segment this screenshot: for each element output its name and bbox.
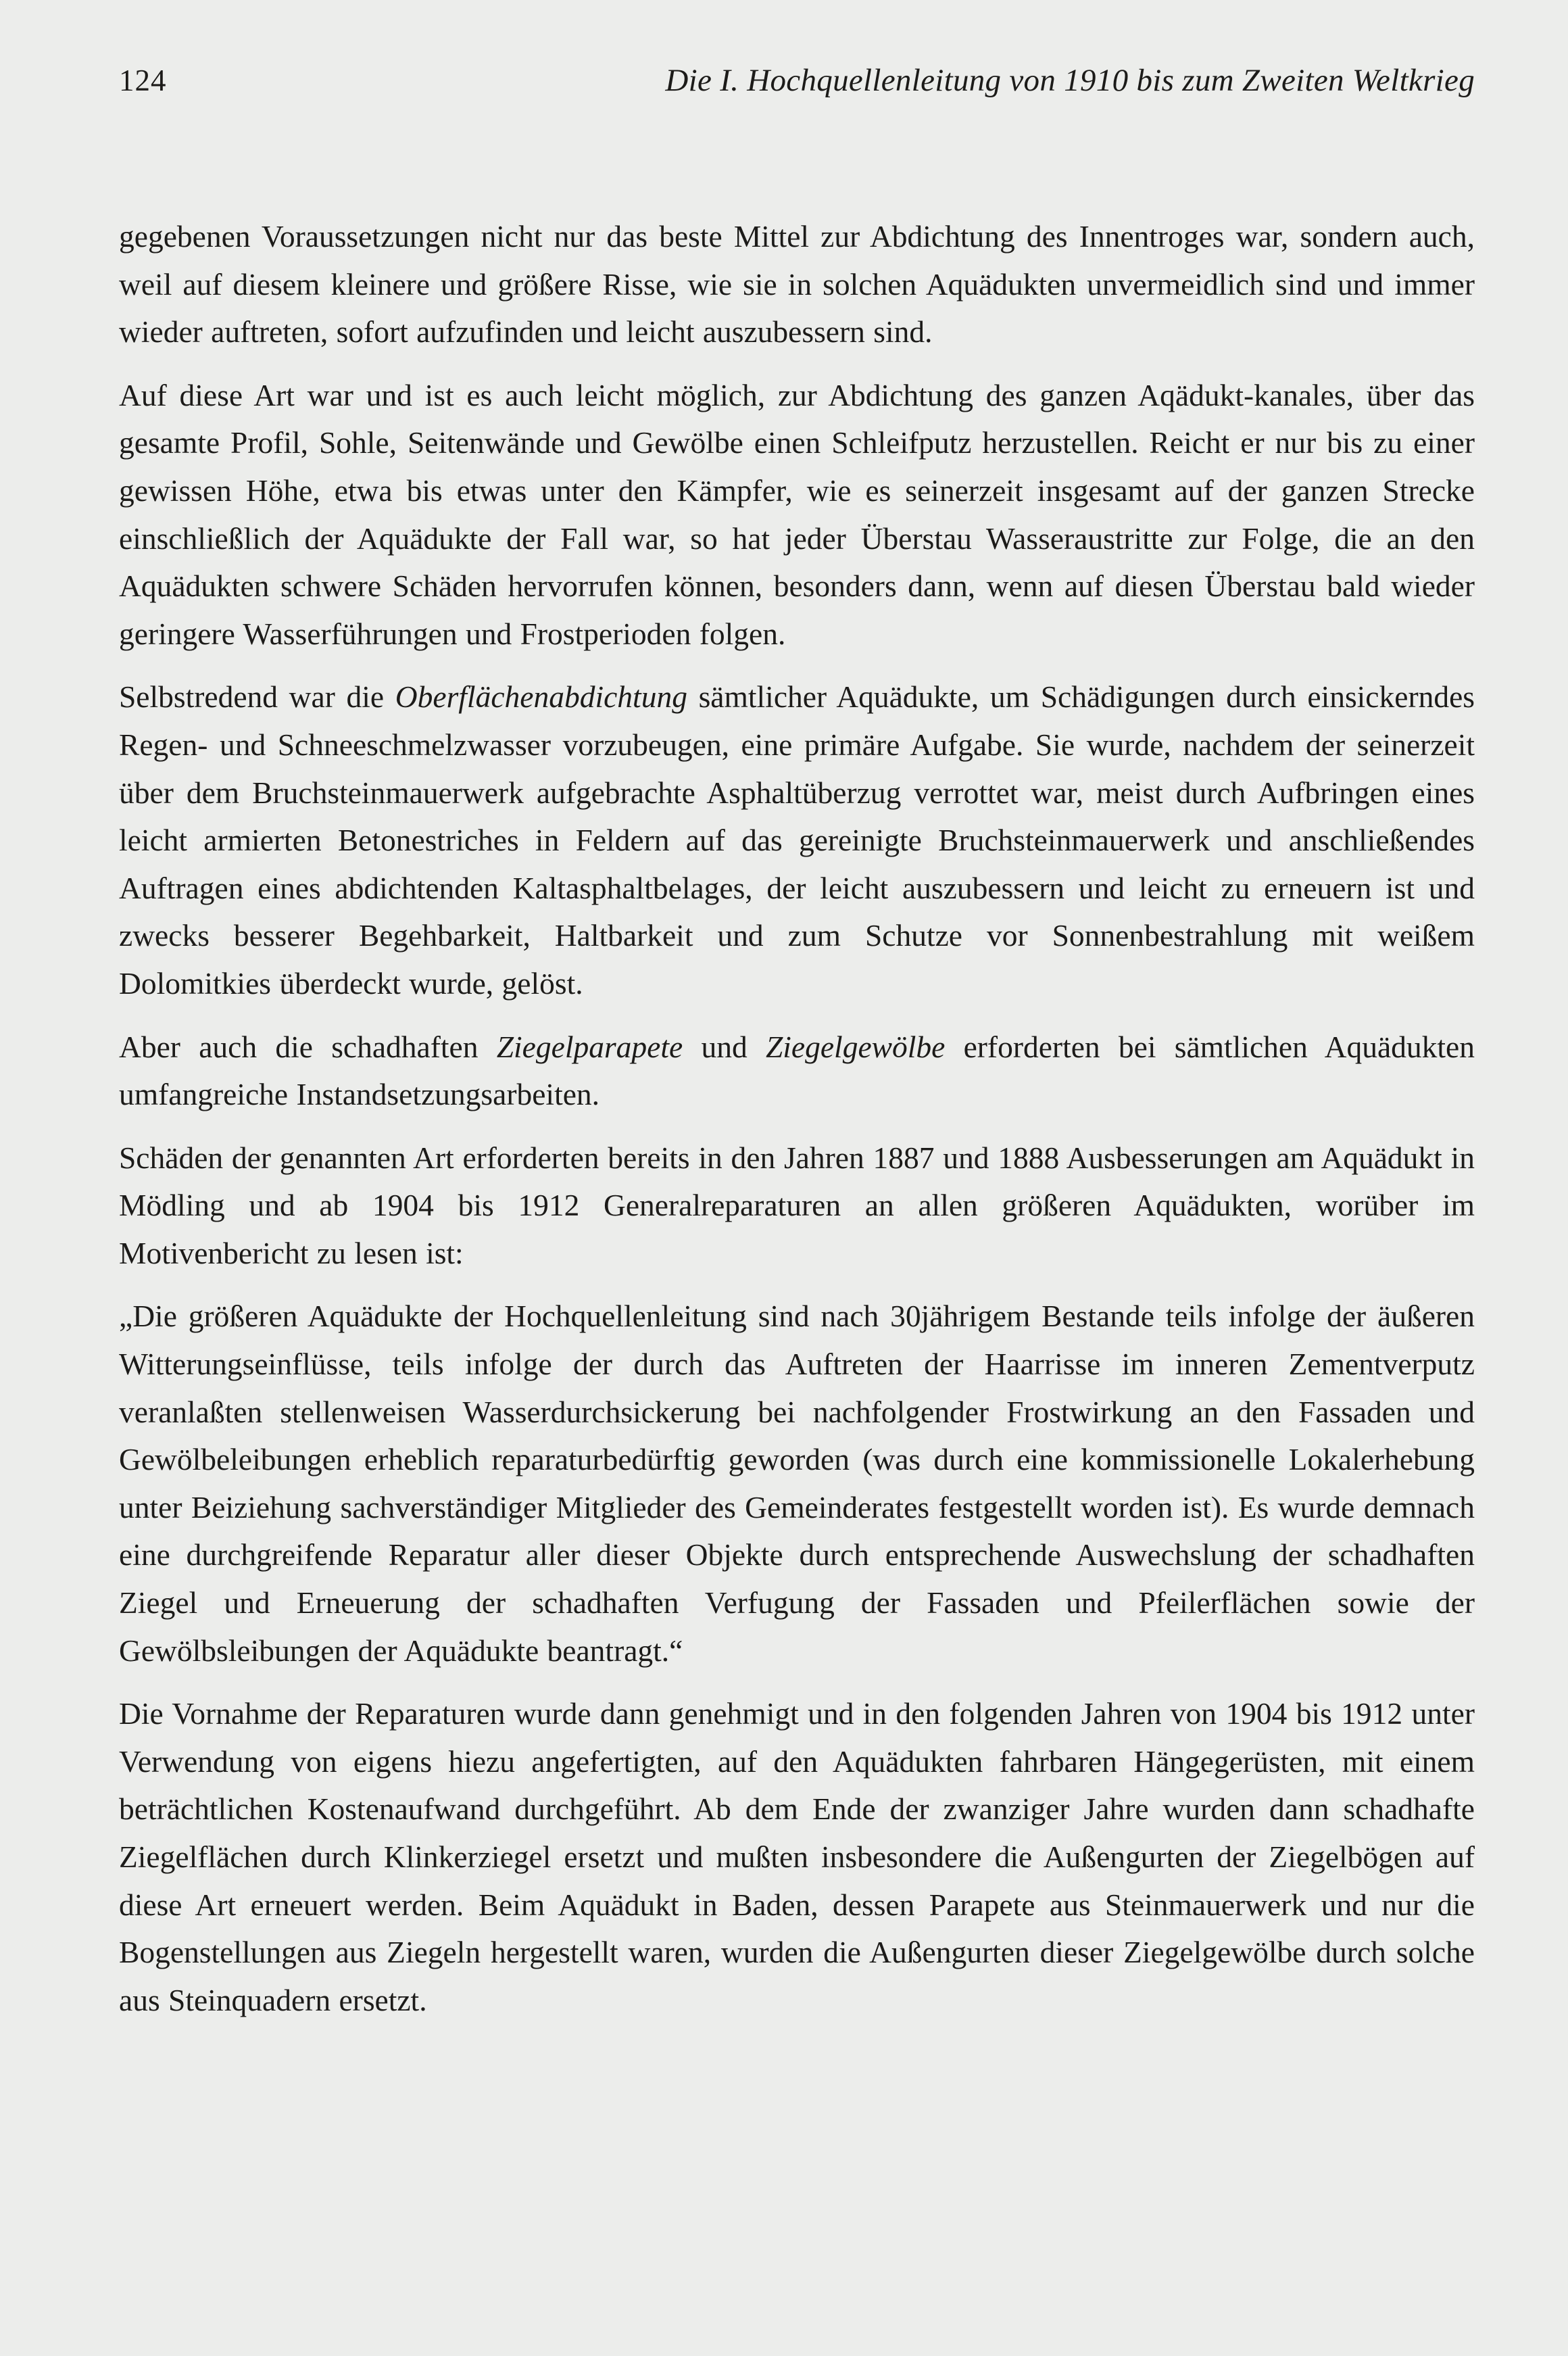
running-title: Die I. Hochquellenleitung von 1910 bis zum Zweiten Weltkrieg — [665, 63, 1475, 98]
emphasized-term: Oberflächenabdichtung — [395, 679, 687, 715]
paragraph-text: Die Vornahme der Reparaturen wurde dann genehmigt und in den folgenden Jahren von 1904 bis 1912 unter Verwendung von eigens hiezu angefertigten, auf den Aquädukten fahrbaren Hängegerüsten, mit einem beträchtlichen Kostenaufwand durchgeführt. Ab dem Ende der zwanziger Jahre wurden dann schadhafte Ziegelflächen durch Klinkerziegel ersetzt und mußten insbesondere die Außengurten der Ziegelbögen auf diese Art erneuert werden. Beim Aquädukt in Baden, dessen Parapete aus Steinmauerwerk und nur die Bogenstellungen aus Ziegeln hergestellt waren, wurden die Außengurten dieser Ziegelgewölbe durch solche aus Steinquadern ersetzt. — [119, 1696, 1475, 2017]
paragraph-5 — [119, 1134, 1475, 1278]
quotation-paragraph — [119, 1293, 1475, 1675]
paragraph-text: „Die größeren Aquädukte der Hochquellenleitung sind nach 30jährigem Bestande teils infolge der äußeren Witterungseinflüsse, teils infolge der durch das Auftreten der Haarrisse im inneren Zementverputz veranlaßten stellenweisen Wasserdurchsickerung bei nachfolgender Frostwirkung an den Fassaden und Gewölbeleibungen erheblich reparaturbedürftig geworden (was durch eine kommissionelle Lokalerhebung unter Beiziehung sachverständiger Mitglieder des Gemeinderates festgestellt worden ist). Es wurde demnach eine durchgreifende Reparatur aller dieser Objekte durch entsprechende Auswechslung der schadhaften Ziegel und Erneuerung der schadhaften Verfugung der Fassaden und Pfeilerflächen sowie der Gewölbsleibungen der Aquädukte beantragt.“ — [119, 1299, 1475, 1668]
paragraph-text: gegebenen Voraussetzungen nicht nur das beste Mittel zur Abdichtung des Innentroges war, sondern auch, weil auf diesem kleinere und größere Risse, wie sie in solchen Aquädukten unvermeidlich sind und immer wieder auftreten, sofort aufzufinden und leicht auszubessern sind. — [119, 219, 1475, 350]
paragraph-text: Schäden der genannten Art erforderten bereits in den Jahren 1887 und 1888 Ausbesserungen am Aquädukt in Mödling und ab 1904 bis 1912 Generalreparaturen an allen größeren Aquädukten, worüber im Motivenbericht zu lesen ist: — [119, 1140, 1475, 1270]
page-number: 124 — [119, 64, 167, 97]
paragraph-text: erforderten bei sämtlichen Aquädukten umfangreiche Instandsetzungsarbeiten. — [119, 1029, 1475, 1112]
paragraph-2 — [119, 372, 1475, 658]
emphasized-term: Ziegelparapete — [496, 1029, 683, 1064]
paragraph-text: Aber auch die schadhaften — [119, 1029, 497, 1064]
paragraph-text: Selbstredend war die — [119, 679, 395, 715]
paragraph-3 — [119, 673, 1475, 1007]
paragraph-text: sämtlicher Aquädukte, um Schädigungen durch einsickerndes Regen- und Schneeschmelzwasser vorzubeugen, eine primäre Aufgabe. Sie wurde, nachdem der seinerzeit über dem Bruchsteinmauerwerk aufgebrachte Asphaltüberzug verrottet war, meist durch Aufbringen eines leicht armierten Betonestriches in Feldern auf das gereinigte Bruchsteinmauerwerk und anschließendes Auftragen eines abdichtenden Kaltasphaltbelages, der leicht auszubessern und leicht zu erneuern ist und zwecks besserer Begehbarkeit, Haltbarkeit und zum Schutze vor Sonnenbestrahlung mit weißem Dolomitkies überdeckt wurde, gelöst. — [119, 679, 1475, 1001]
paragraph-7 — [119, 1690, 1475, 2024]
body-text — [119, 213, 1475, 2040]
emphasized-term: Ziegelgewölbe — [765, 1029, 946, 1064]
paragraph-4 — [119, 1024, 1475, 1119]
paragraph-1 — [119, 213, 1475, 356]
page-header — [119, 62, 1475, 116]
paragraph-text: Auf diese Art war und ist es auch leicht möglich, zur Abdichtung des ganzen Aqädukt-kanales, über das gesamte Profil, Sohle, Seitenwände und Gewölbe einen Schleifputz herzustellen. Reicht er nur bis zu einer gewissen Höhe, etwa bis etwas unter den Kämpfer, wie es seinerzeit insgesamt auf der ganzen Strecke einschließlich der Aquädukte der Fall war, so hat jeder Überstau Wasseraustritte zur Folge, die an den Aquädukten schwere Schäden hervorrufen können, besonders dann, wenn auf diesen Überstau bald wieder geringere Wasserführungen und Frostperioden folgen. — [119, 377, 1475, 651]
paragraph-text: und — [683, 1029, 766, 1064]
